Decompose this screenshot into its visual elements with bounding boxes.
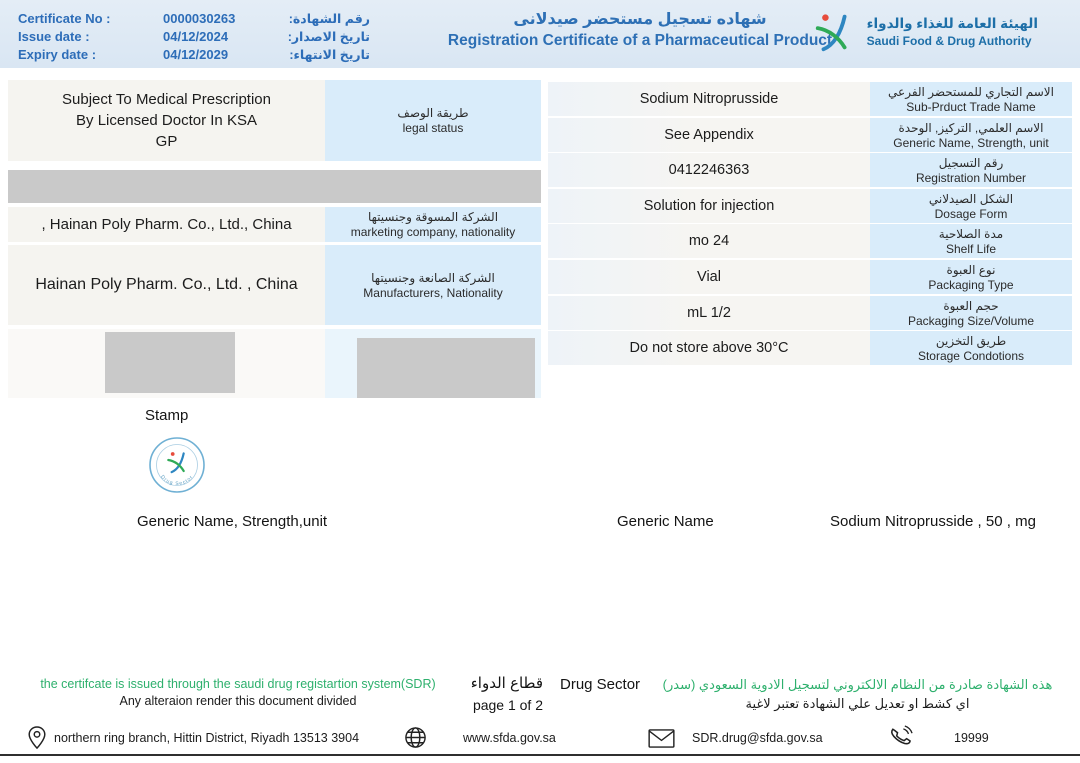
note-arabic-green: هذه الشهادة صادرة من النظام الالكتروني لتسجيل الادوية السعودي (سدر) bbox=[662, 677, 1053, 692]
generic-name-label bbox=[870, 118, 1072, 152]
packaging-size-value bbox=[548, 296, 870, 330]
dosage-form-label-ar: الشكل الصيدلاني bbox=[928, 191, 1014, 206]
field-row-packaging-size bbox=[548, 296, 1072, 330]
expiry-date-value: 04/12/2029 bbox=[163, 47, 229, 62]
legal-status-line3: GP bbox=[155, 133, 178, 150]
dosage-form-label-en: Dosage Form bbox=[934, 206, 1008, 221]
legal-status-label-en: legal status bbox=[402, 121, 464, 135]
footer-email: SDR.drug@sfda.gov.sa bbox=[692, 731, 823, 745]
marketing-company-label bbox=[325, 207, 541, 242]
packaging-size-label bbox=[870, 296, 1072, 330]
marketing-company-value bbox=[8, 207, 325, 242]
dosage-form-text: Solution for injection bbox=[643, 198, 775, 214]
registration-number-value bbox=[548, 153, 870, 187]
generic-name-value bbox=[548, 118, 870, 152]
packaging-size-text: mL 1/2 bbox=[687, 305, 731, 321]
storage-conditions-value bbox=[548, 331, 870, 365]
shelf-life-label-ar: مدة الصلاحية bbox=[938, 226, 1004, 241]
stamp-seal bbox=[148, 436, 206, 494]
packaging-type-label bbox=[870, 260, 1072, 294]
registration-number-text: 0412246363 bbox=[668, 162, 750, 178]
bottom-divider bbox=[0, 754, 1080, 756]
page-number: page 1 of 2 bbox=[472, 697, 543, 713]
expiry-date-label: Expiry date : bbox=[18, 47, 97, 62]
legal-status-label-ar: طريقة الوصف bbox=[397, 106, 469, 120]
manufacturer-value bbox=[8, 245, 325, 325]
field-row-dosage-form bbox=[548, 189, 1072, 223]
sfda-figure-icon bbox=[812, 9, 858, 55]
shelf-life-text: mo 24 bbox=[688, 233, 730, 249]
footer-phone: 19999 bbox=[954, 731, 989, 745]
field-row-registration-number bbox=[548, 153, 1072, 187]
drug-sector-arabic: قطاع الدواء bbox=[470, 675, 543, 692]
certificate-no-label-ar: رقم الشهادة: bbox=[288, 12, 370, 26]
document-title bbox=[415, 9, 865, 50]
field-row-packaging-type bbox=[548, 260, 1072, 294]
note-english-green: the certifcate is issued through the saudi drug registartion system(SDR) bbox=[40, 677, 436, 691]
location-pin-icon bbox=[26, 725, 48, 751]
redacted-box-left bbox=[105, 332, 235, 393]
trade-name-value bbox=[548, 82, 870, 116]
shelf-life-label-en: Shelf Life bbox=[945, 241, 997, 256]
field-row-storage-conditions bbox=[548, 331, 1072, 365]
note-arabic bbox=[645, 677, 1070, 712]
manufacturer-label-en: Manufacturers, Nationality bbox=[363, 285, 503, 300]
issue-date-label-ar: تاريخ الاصدار: bbox=[287, 30, 370, 44]
trade-name-label-ar: الاسم التجاري للمستحضر الفرعي bbox=[888, 84, 1054, 99]
storage-conditions-label-en: Storage Condotions bbox=[917, 348, 1025, 363]
svg-text:Drug Sector bbox=[159, 474, 195, 487]
field-row-manufacturer bbox=[8, 245, 541, 325]
shelf-life-label bbox=[870, 224, 1072, 258]
packaging-size-label-en: Packaging Size/Volume bbox=[907, 313, 1035, 328]
marketing-company-label-en: marketing company, nationality bbox=[350, 225, 516, 239]
generic-name-label-en: Generic Name, Strength, unit bbox=[893, 135, 1049, 150]
globe-icon bbox=[404, 726, 427, 749]
generic-name-text: See Appendix bbox=[664, 127, 754, 143]
field-row-shelf-life bbox=[548, 224, 1072, 258]
issue-date-value: 04/12/2024 bbox=[163, 29, 229, 44]
packaging-size-label-ar: حجم العبوة bbox=[943, 298, 999, 313]
storage-conditions-label-ar: طريق التخزين bbox=[935, 333, 1007, 348]
field-row-generic-name bbox=[548, 118, 1072, 152]
field-row-legal-status bbox=[8, 80, 541, 161]
legal-status-line2: By Licensed Doctor In KSA bbox=[76, 112, 257, 129]
stamp-seal-text: Drug Sector bbox=[159, 474, 195, 488]
marketing-company-text: , Hainan Poly Pharm. Co., Ltd., China bbox=[41, 216, 292, 233]
sfda-logo-text bbox=[867, 16, 1038, 48]
packaging-type-label-ar: نوع العبوة bbox=[946, 262, 996, 277]
packaging-type-text: Vial bbox=[697, 269, 721, 285]
packaging-type-value bbox=[548, 260, 870, 294]
certificate-no-value: 0000030263 bbox=[163, 11, 236, 26]
trade-name-text: Sodium Nitroprusside bbox=[639, 91, 779, 107]
manufacturer-label bbox=[325, 245, 541, 325]
legal-status-line1: Subject To Medical Prescription bbox=[62, 91, 271, 108]
registration-number-label bbox=[870, 153, 1072, 187]
legal-status-value bbox=[8, 80, 325, 161]
stamp-label: Stamp bbox=[145, 407, 189, 424]
storage-conditions-text: Do not store above 30°C bbox=[629, 340, 789, 356]
authority-name-english: Saudi Food & Drug Authority bbox=[866, 34, 1032, 48]
registration-number-label-ar: رقم التسجيل bbox=[938, 155, 1004, 170]
packaging-type-label-en: Packaging Type bbox=[928, 277, 1014, 292]
authority-name-arabic: الهيئة العامة للغذاء والدواء bbox=[866, 16, 1038, 31]
footer-website: www.sfda.gov.sa bbox=[463, 731, 556, 745]
drug-sector-english: Drug Sector bbox=[560, 676, 641, 693]
certificate-no-label: Certificate No : bbox=[18, 11, 111, 26]
generic-strength-heading: Generic Name, Strength,unit bbox=[137, 513, 328, 530]
note-english-black: Any alteraion render this document divided bbox=[119, 694, 357, 708]
shelf-life-value bbox=[548, 224, 870, 258]
dosage-form-label bbox=[870, 189, 1072, 223]
note-arabic-black: اي كشط او تعديل علي الشهادة تعتبر لاغية bbox=[745, 696, 970, 711]
field-row-trade-name bbox=[548, 82, 1072, 116]
storage-conditions-label bbox=[870, 331, 1072, 365]
sfda-logo bbox=[812, 9, 1038, 55]
generic-name-label-ar: الاسم العلمي, التركيز, الوحدة bbox=[898, 120, 1044, 135]
envelope-icon bbox=[648, 729, 675, 748]
trade-name-label bbox=[870, 82, 1072, 116]
title-english: Registration Certificate of a Pharmaceutical Product bbox=[447, 32, 833, 49]
title-arabic: شهاده تسجيل مستحضر صيدلانى bbox=[513, 11, 767, 28]
stamp-seal-icon bbox=[148, 436, 206, 494]
marketing-company-label-ar: الشركة المسوقة وجنسيتها bbox=[367, 210, 499, 224]
field-row-marketing-company bbox=[8, 207, 541, 242]
manufacturer-text: Hainan Poly Pharm. Co., Ltd. , China bbox=[35, 276, 298, 293]
redacted-trade-name-band bbox=[8, 170, 541, 203]
issue-date-label: Issue date : bbox=[18, 29, 90, 44]
generic-name-value-text: Sodium Nitroprusside , 50 , mg bbox=[830, 513, 1036, 530]
redacted-box-right bbox=[357, 338, 535, 398]
header-bar bbox=[0, 0, 1080, 68]
expiry-date-label-ar: تاريخ الانتهاء: bbox=[289, 48, 370, 62]
legal-status-label bbox=[325, 80, 541, 161]
note-english bbox=[8, 677, 468, 708]
footer-address: northern ring branch, Hittin District, Riyadh 13513 3904 bbox=[54, 731, 360, 745]
phone-icon bbox=[888, 725, 913, 750]
manufacturer-label-ar: الشركة الصانعة وجنسيتها bbox=[371, 270, 495, 285]
generic-name-heading: Generic Name bbox=[617, 513, 714, 530]
registration-number-label-en: Registration Number bbox=[915, 170, 1027, 185]
certificate-meta bbox=[18, 11, 370, 62]
trade-name-label-en: Sub-Prduct Trade Name bbox=[906, 99, 1036, 114]
dosage-form-value bbox=[548, 189, 870, 223]
